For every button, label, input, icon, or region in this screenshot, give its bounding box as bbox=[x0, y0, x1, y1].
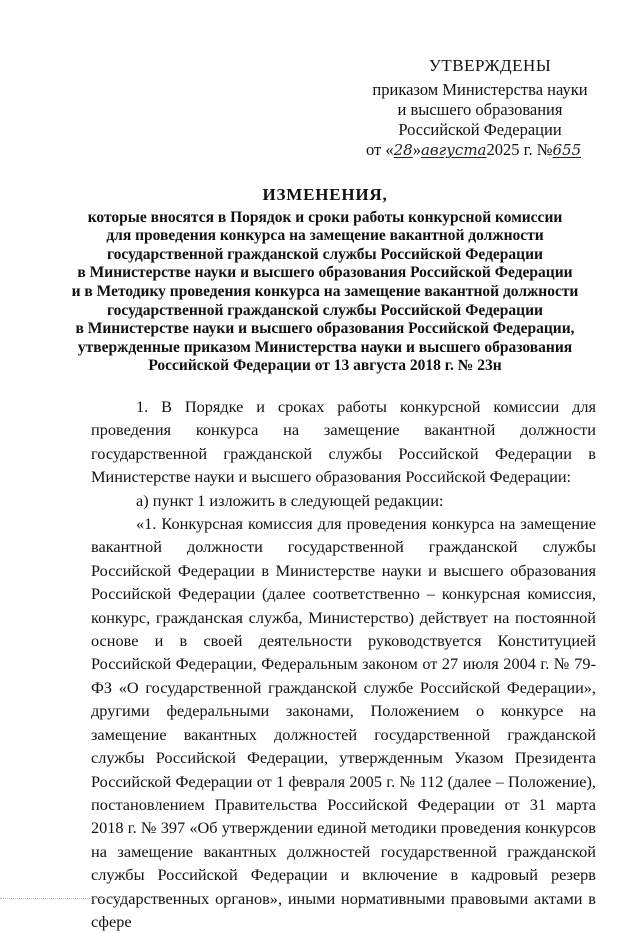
body-paragraph: «1. Конкурсная комиссия для проведения конкурса на замещение вакантной должности государственной гражданской службы Российской Федерации в Министерстве науки и высшего образования Российской Федерации (далее соответственно – конкурсная комиссия, конкурс, гражданская служба, Министерство) действует на постоянной основе и в своей деятельности руководствуется Конституцией Российской Федерации, Федеральным законом от 27 июля 2004 г. № 79-ФЗ «О государственной гражданской службе Российской Федерации», другими федеральными законами, Положением о конкурсе на замещение вакантных должностей государственной гражданской службы Российской Федерации, утвержденным Указом Президента Российской Федерации от 1 февраля 2005 г. № 112 (далее – Положение), постановлением Правительства Российской Федерации от 31 марта 2018 г. № 397 «Об утверждении единой методики проведения конкурсов на замещение вакантных должностей государственной гражданской службы Российской Федерации и включение в кадровый резерв государственных органов», иными нормативными правовыми актами в сфере bbox=[91, 514, 596, 931]
date-prefix: от « bbox=[366, 140, 394, 159]
date-mid: » bbox=[412, 140, 421, 159]
title-heading: ИЗМЕНЕНИЯ, bbox=[262, 185, 388, 204]
date-day-handwritten: 28 bbox=[393, 141, 413, 159]
title-line: утвержденные приказом Министерства науки и высшего образования bbox=[77, 338, 573, 356]
approval-line-1: приказом Министерства науки bbox=[372, 80, 588, 99]
scan-edge-mark bbox=[0, 898, 120, 902]
body-paragraph: а) пункт 1 изложить в следующей редакции: bbox=[136, 490, 444, 510]
approval-heading: УТВЕРЖДЕНЫ bbox=[428, 56, 552, 75]
approval-date-line bbox=[366, 140, 600, 160]
order-number-handwritten: 655 bbox=[552, 141, 582, 159]
date-month-handwritten: августа bbox=[420, 141, 487, 159]
title-line: в Министерстве науки и высшего образования Российской Федерации, bbox=[75, 320, 575, 338]
title-line: Российской Федерации от 13 августа 2018 г. № 23н bbox=[148, 357, 502, 375]
title-line: для проведения конкурса на замещение вакантной должности bbox=[106, 227, 544, 245]
title-line: государственной гражданской службы Российской Федерации bbox=[107, 245, 543, 263]
title-line: в Министерстве науки и высшего образования Российской Федерации bbox=[77, 264, 573, 282]
title-line: и в Методику проведения конкурса на замещение вакантной должности bbox=[71, 282, 579, 300]
approval-line-2: и высшего образования bbox=[397, 100, 563, 119]
approval-stamp bbox=[360, 56, 600, 160]
approval-line-3: Российской Федерации bbox=[398, 120, 562, 139]
body-paragraph: 1. В Порядке и сроках работы конкурсной комиссии для проведения конкурса на замещение вакантной должности государственной гражданской службы Российской Федерации в Министерстве науки и высшего образования Российской Федерации: bbox=[91, 397, 596, 487]
date-year: 2025 г. № bbox=[486, 140, 553, 159]
document-body bbox=[91, 395, 596, 933]
title-line: государственной гражданской службы Российской Федерации bbox=[107, 301, 543, 319]
document-title bbox=[60, 186, 590, 376]
title-line: которые вносятся в Порядок и сроки работы конкурсной комиссии bbox=[87, 208, 563, 226]
